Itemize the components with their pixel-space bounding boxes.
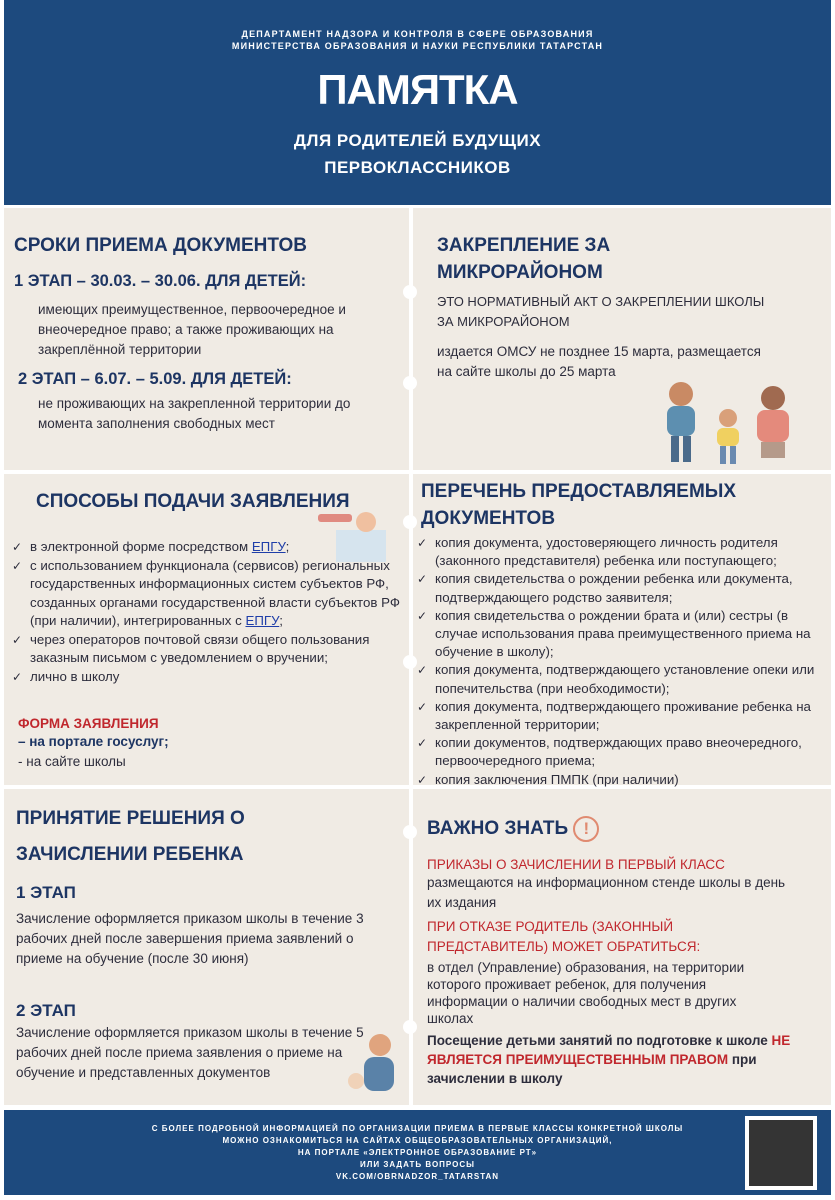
family-illustration [653, 376, 813, 468]
decision-stage1-text: Зачисление оформляется приказом школы в течение 3 рабочих дней после завершения приема заявлений о приеме на обучение (после 30 июня) [16, 911, 364, 966]
document-item: ✓ копия документа, удостоверяющего личность родителя (законного представителя) ребенка или поступающего; [413, 534, 825, 570]
orders-heading: ПРИКАЗЫ О ЗАЧИСЛЕНИИ В ПЕРВЫЙ КЛАСС [427, 857, 725, 872]
epgu-link[interactable]: ЕПГУ [251, 539, 286, 554]
orders-text: размещаются на информационном стенде школы в день их издания [427, 875, 786, 910]
stage2-text: не проживающих на закрепленной территории до момента заполнения свободных мест [38, 396, 351, 431]
footer [4, 1110, 831, 1195]
method-item [8, 668, 403, 687]
preparation-note [427, 1031, 817, 1088]
document-item: ✓ копия свидетельства о рождении брата и (или) сестры (в случае использования права преимущественного приема на обучение в школу); [413, 607, 825, 662]
page-subtitle [4, 127, 831, 181]
footer-line: МОЖНО ОЗНАКОМИТЬСЯ НА САЙТАХ ОБЩЕОБРАЗОВАТЕЛЬНЫХ ОРГАНИЗАЦИЙ, [222, 1136, 613, 1145]
decision-heading: ПРИНЯТИЕ РЕШЕНИЯ О ЗАЧИСЛЕНИИ РЕБЕНКА [16, 808, 245, 865]
method-text: с использованием функционала (сервисов) региональных государственных информационных систем субъектов РФ, созданных органами государственной власти субъектов РФ (при наличии), интегрированных с [30, 557, 400, 628]
refusal-heading: ПРИ ОТКАЗЕ РОДИТЕЛЬ (ЗАКОННЫЙ ПРЕДСТАВИТЕЛЬ) МОЖЕТ ОБРАТИТЬСЯ: [427, 919, 701, 954]
vk-link[interactable]: VK.COM/OBRNADZOR_TATARSTAN [335, 1172, 500, 1181]
methods-list [8, 538, 403, 686]
child-illustration [344, 1029, 404, 1099]
document-item: ✓ копия свидетельства о рождении ребенка или документа, подтверждающего родство заявителя; [413, 570, 825, 606]
method-text: в электронной форме посредством [30, 539, 252, 554]
note-emphasis: НЕ ЯВЛЯЕТСЯ ПРЕИМУЩЕСТВЕННЫМ ПРАВОМ [427, 1033, 791, 1067]
footer-line: НА ПОРТАЛЕ «ЭЛЕКТРОННОЕ ОБРАЗОВАНИЕ РТ» [297, 1148, 538, 1157]
department-name [4, 28, 831, 52]
divider-dot [403, 825, 417, 839]
method-item: ✓ с использованием функционала (сервисов) региональных государственных информационных систем субъектов РФ, созданных органами государственной власти субъектов РФ (при наличии), интегрированных с ЕПГУ; [8, 557, 403, 631]
decision-panel [4, 789, 409, 1105]
dept-line: МИНИСТЕРСТВА ОБРАЗОВАНИЯ И НАУКИ РЕСПУБЛИКИ ТАТАРСТАН [231, 41, 604, 51]
stage1-heading: 1 ЭТАП – 30.03. – 30.06. ДЛЯ ДЕТЕЙ: [14, 272, 307, 290]
method-item: ✓ в электронной форме посредством ЕПГУ; [8, 538, 403, 557]
divider-dot [403, 1020, 417, 1034]
decision-stage1: 1 ЭТАП [16, 883, 76, 902]
divider-dot [403, 655, 417, 669]
decision-stage2-text: Зачисление оформляется приказом школы в течение 5 рабочих дней после приема заявления о приеме на обучение и представленных документов [16, 1025, 364, 1080]
note-text: при зачислении в школу [427, 1052, 757, 1086]
important-heading [427, 815, 599, 842]
exclamation-icon: ! [573, 816, 599, 842]
district-text-1: ЭТО НОРМАТИВНЫЙ АКТ О ЗАКРЕПЛЕНИИ ШКОЛЫ ЗА МИКРОРАЙОНОМ [437, 294, 765, 329]
method-text: через операторов почтовой связи общего пользования заказным письмом с уведомлением о вручении; [30, 631, 370, 665]
document-item: ✓ копия заключения ПМПК (при наличии) [413, 771, 825, 789]
methods-panel [4, 474, 409, 785]
documents-list [413, 534, 825, 789]
header [4, 0, 831, 205]
form-heading: ФОРМА ЗАЯВЛЕНИЯ [18, 716, 159, 731]
district-text-2: издается ОМСУ не позднее 15 марта, размещается на сайте школы до 25 марта [437, 344, 761, 379]
deadlines-heading: СРОКИ ПРИЕМА ДОКУМЕНТОВ [14, 235, 307, 256]
method-text: лично в школу [30, 668, 120, 684]
form-option-gosuslugi: – на портале госуслуг; [18, 734, 169, 749]
note-text: Посещение детьми занятий по подготовке к школе [427, 1033, 772, 1048]
deadlines-panel [4, 208, 409, 470]
footer-line: ИЛИ ЗАДАТЬ ВОПРОСЫ [360, 1160, 475, 1169]
subtitle-line: ПЕРВОКЛАССНИКОВ [324, 158, 511, 177]
document-item: ✓ копии документов, подтверждающих право внеочередного, первоочередного приема; [413, 734, 825, 770]
document-item: ✓ копия документа, подтверждающего установление опеки или попечительства (при необходимости); [413, 661, 825, 697]
documents-panel [413, 474, 831, 785]
footer-line: С БОЛЕЕ ПОДРОБНОЙ ИНФОРМАЦИЕЙ ПО ОРГАНИЗАЦИИ ПРИЕМА В ПЕРВЫЕ КЛАССЫ КОНКРЕТНОЙ ШКОЛЫ [151, 1124, 684, 1133]
dept-line: ДЕПАРТАМЕНТ НАДЗОРА И КОНТРОЛЯ В СФЕРЕ ОБРАЗОВАНИЯ [241, 29, 594, 39]
decision-stage2: 2 ЭТАП [16, 1001, 76, 1020]
subtitle-line: ДЛЯ РОДИТЕЛЕЙ БУДУЩИХ [293, 131, 542, 150]
method-item [8, 631, 403, 668]
documents-heading: ПЕРЕЧЕНЬ ПРЕДОСТАВЛЯЕМЫХ ДОКУМЕНТОВ [421, 481, 737, 529]
document-item: ✓ копия документа, подтверждающего проживание ребенка на закрепленной территории; [413, 698, 825, 734]
methods-heading: СПОСОБЫ ПОДАЧИ ЗАЯВЛЕНИЯ [36, 491, 350, 512]
important-panel [413, 789, 831, 1105]
stage1-text: имеющих преимущественное, первоочередное и внеочередное право; а также проживающих на закреплённой территории [38, 302, 346, 357]
qr-code[interactable] [745, 1116, 817, 1190]
stage2-heading: 2 ЭТАП – 6.07. – 5.09. ДЛЯ ДЕТЕЙ: [18, 370, 292, 388]
refusal-text: в отдел (Управление) образования, на территории которого проживает ребенок, для получения информации о наличии свободных мест в других школах [427, 960, 745, 1026]
divider-dot [403, 515, 417, 529]
important-heading-text: ВАЖНО ЗНАТЬ [427, 818, 569, 839]
district-heading: ЗАКРЕПЛЕНИЕ ЗА МИКРОРАЙОНОМ [437, 235, 611, 283]
form-option-school-site: - на сайте школы [18, 754, 126, 769]
divider-dot [403, 376, 417, 390]
epgu-link[interactable]: ЕПГУ [245, 613, 280, 628]
divider-dot [403, 285, 417, 299]
district-panel [413, 208, 831, 470]
page-title: ПАМЯТКА [317, 66, 518, 113]
